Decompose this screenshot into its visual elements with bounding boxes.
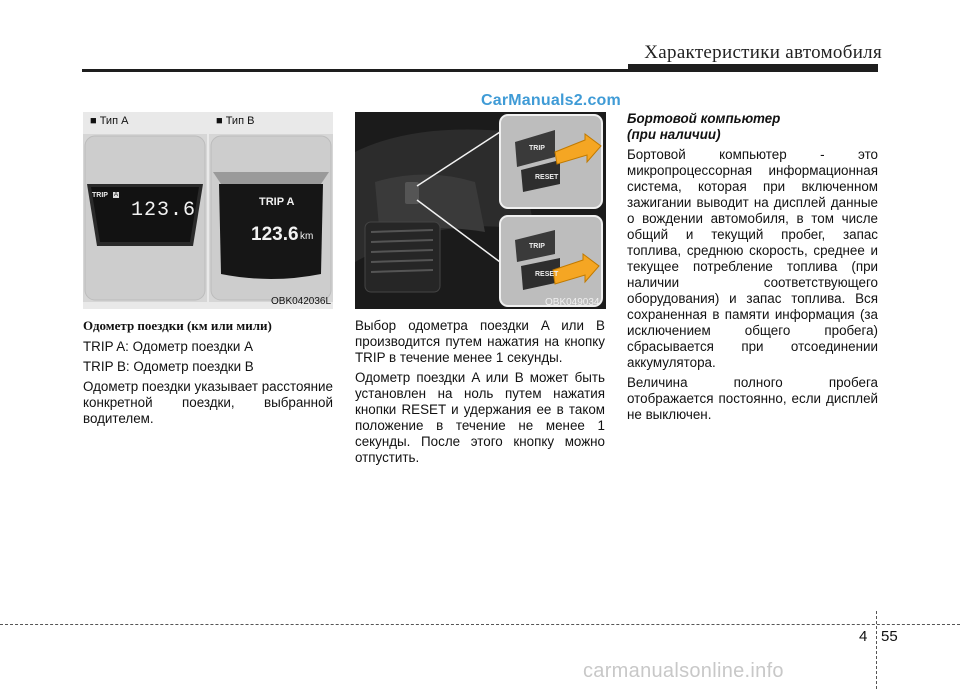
type-a-trip-label: TRIP [92,192,108,199]
trip-b-line: TRIP B: Одометр поездки B [83,359,254,374]
figure-trip-reset-buttons [355,112,606,309]
trip-computer-heading-sub: (при наличии) [627,127,721,142]
figure2-code: OBK049034 [545,297,600,308]
footer-rule [0,624,960,625]
chapter-number: 4 [859,628,868,645]
column-trip-selection [355,318,605,470]
reset-button-label-top: RESET [535,174,559,181]
trip-a-line: TRIP A: Одометр поездки A [83,339,254,354]
reset-button-label-bottom: RESET [535,271,559,278]
total-mileage-paragraph: Величина полного пробега отображается постоянно, если дисплей не выключен. [627,375,878,422]
figure1-code: OBK042036L [271,296,332,307]
odometer-heading: Одометр поездки (км или мили) [83,318,272,333]
type-a-label: ■ Тип A [90,115,129,127]
type-b-odometer-value: 123.6 [251,224,299,245]
type-b-trip-label: TRIP A [259,196,295,208]
page-number: 55 [881,628,898,645]
type-a-trip-badge: A [114,192,119,198]
trip-selection-paragraph: Выбор одометра поездки A или B производится путем нажатия на кнопку TRIP в течение менее 1 секунды. [355,318,605,365]
trip-button-label-bottom: TRIP [529,243,545,250]
trip-computer-paragraph: Бортовой компьютер - это микропроцессорная информационная система, которая при включенном зажигании выводит на дисплей данные о вождении автомобиля, в том числе общий и текущий пробег, запас топлива, среднюю скорость, среднее и текущее потребление топлива (при наличии соответствующего оборудования) и запас топлива. Вся сохраненная в памяти информация (за исключением общего пробега) сбрасывается при отсоединении аккумулятора. [627,147,878,370]
trip-button-label-top: TRIP [529,145,545,152]
type-b-label: ■ Тип B [216,115,255,127]
column-odometer [83,318,333,431]
odometer-description: Одометр поездки указывает расстояние конкретной поездки, выбранной водителем. [83,379,333,426]
watermark-top[interactable]: CarManuals2.com [481,92,621,109]
dashboard-photo [355,112,606,309]
header-rule [82,69,878,72]
type-a-odometer-value: 123.6 [131,199,197,222]
page-header-title: Характеристики автомобиля [644,42,882,63]
trip-reset-paragraph: Одометр поездки A или B может быть установлен на ноль путем нажатия кнопки RESET и удержания ее в таком положение в течение не менее 1 секунды. После этого кнопку можно отпустить. [355,370,605,465]
footer-divider [876,611,877,689]
type-b-unit: km [300,231,314,242]
header-rule-accent [628,64,878,69]
watermark-bottom[interactable]: carmanualsonline.info [583,660,784,682]
column-trip-computer [627,111,878,427]
figure-odometer-displays [83,112,333,309]
trip-computer-heading: Бортовой компьютер [627,111,781,126]
type-b-display [209,134,333,302]
